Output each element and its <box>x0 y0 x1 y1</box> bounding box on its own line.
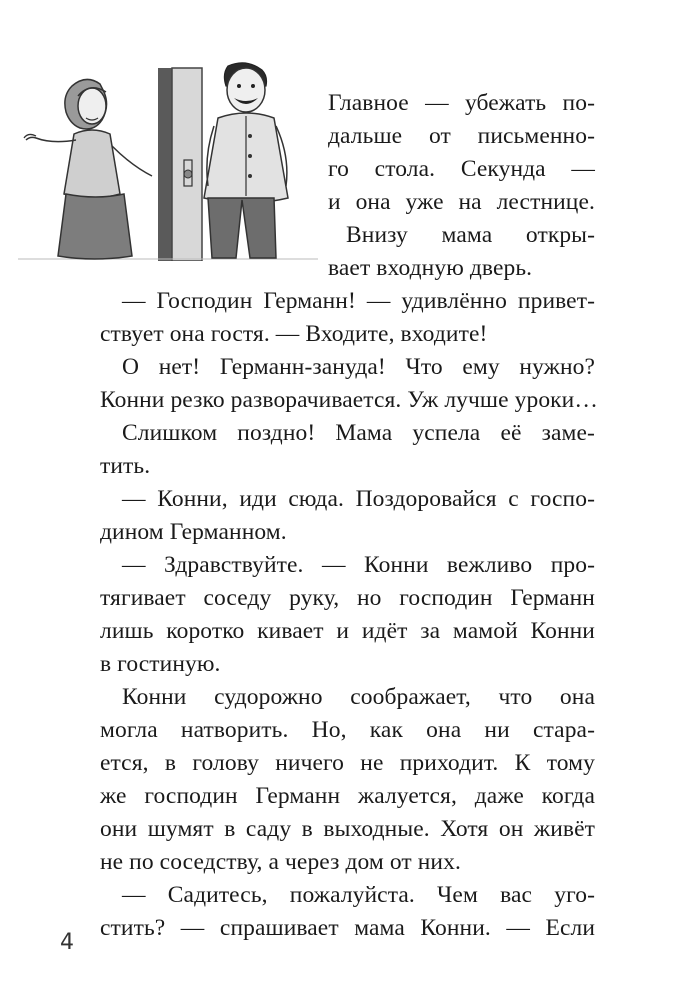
text-line-18: в гостиную. <box>100 651 221 677</box>
page-number: 4 <box>60 930 74 955</box>
door-panel <box>172 68 202 261</box>
door-knob <box>184 170 192 178</box>
text-line-9: О нет! Германн-зануда! Что ему нужно? <box>122 354 595 380</box>
text-line-26: стить? — спрашивает мама Конни. — Если <box>100 915 595 941</box>
neighbor-figure <box>204 63 288 258</box>
text-line-7: — Господин Германн! — удивлённо привет- <box>122 288 595 314</box>
mother-and-neighbor-at-door-illustration <box>18 56 318 261</box>
text-line-5: Внизу мама откры- <box>346 222 595 248</box>
text-line-17: лишь коротко кивает и идёт за мамой Конни <box>100 618 595 644</box>
mother-figure <box>24 79 152 259</box>
text-line-19: Конни судорожно соображает, что она <box>122 684 595 710</box>
text-line-13: — Конни, иди сюда. Поздоровайся с госпо- <box>122 486 595 512</box>
text-line-15: — Здравствуйте. — Конни вежливо про- <box>122 552 595 578</box>
text-line-10: Конни резко разворачивается. Уж лучше уроки… <box>100 387 598 413</box>
text-line-14: дином Германном. <box>100 519 287 545</box>
text-line-3: го стола. Секунда — <box>328 156 595 182</box>
text-line-11: Слишком поздно! Мама успела её заме- <box>122 420 595 446</box>
text-line-22: же господин Германн жалуется, даже когда <box>100 783 595 809</box>
text-line-6: вает входную дверь. <box>328 255 533 281</box>
text-line-2: дальше от письменно- <box>328 123 595 149</box>
text-line-20: могла натворить. Но, как она ни стара- <box>100 717 595 743</box>
text-line-25: — Садитесь, пожалуйста. Чем вас уго- <box>122 882 595 908</box>
text-line-16: тягивает соседу руку, но господин Германн <box>100 585 595 611</box>
text-line-1: Главное — убежать по- <box>328 90 595 116</box>
text-line-4: и она уже на лестнице. <box>328 189 595 215</box>
text-line-24: не по соседству, а через дом от них. <box>100 849 461 875</box>
text-line-21: ется, в голову ничего не приходит. К тому <box>100 750 595 776</box>
text-line-12: тить. <box>100 453 151 479</box>
text-line-23: они шумят в саду в выходные. Хотя он живёт <box>100 816 595 842</box>
text-line-8: ствует она гостя. — Входите, входите! <box>100 321 488 347</box>
door-frame <box>158 68 172 261</box>
